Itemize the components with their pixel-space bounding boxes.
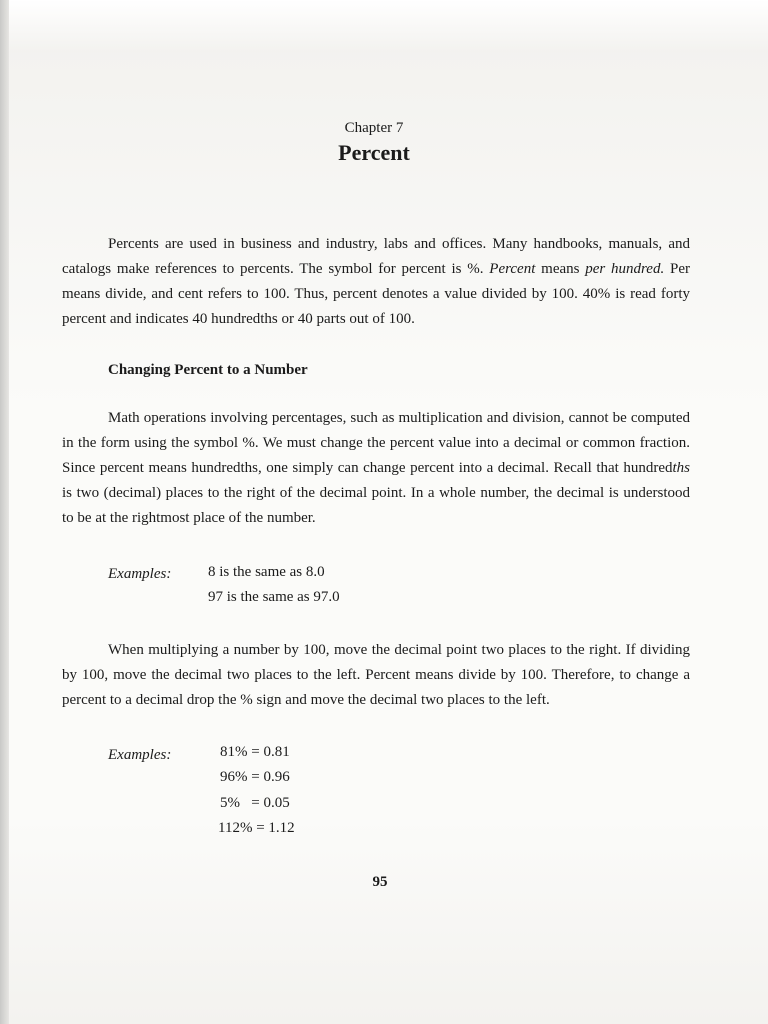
example-percent-3: 5% = 0.05 [220, 795, 290, 811]
examples-label-1: Examples: [108, 566, 172, 582]
conversion-text-2: is two (decimal) places to the right of the decimal point. In a whole number, the decimal is understood to be at the rightmost place of the number. [62, 485, 690, 526]
intro-text-1: Percents are used in business and industry, labs and offices. Many handbooks, manuals, and catalogs make references to percents. The symbol for percent is %. [62, 236, 690, 277]
multiply-paragraph: When multiplying a number by 100, move the decimal point two places to the right. If dividing by 100, move the decimal two places to the left. Percent means divide by 100. Therefore, to change a percent to a decimal drop the % sign and move the decimal two places to the left. [62, 642, 690, 708]
example-line-1: 8 is the same as 8.0 [208, 564, 325, 580]
intro-paragraph [62, 232, 690, 332]
example-percent-1: 81% = 0.81 [220, 744, 290, 760]
page-top-shadow [0, 0, 768, 52]
page-number: 95 [372, 874, 388, 890]
intro-text-3: Per means divide, and cent refers to 100. Thus, percent denotes a value divided by 100. 40% is read forty percent and indicates 40 hundredths or 40 parts out of 100. [62, 261, 690, 327]
intro-text-2: means [535, 261, 586, 277]
example-line-2: 97 is the same as 97.0 [208, 589, 340, 605]
conversion-text-1: Math operations involving percentages, such as multiplication and division, cannot be computed in the form using the symbol %. We must change the percent value into a decimal or common fraction. Since percent means hundredths, one simply can change percent into a decimal. Recall that hundred [62, 410, 690, 476]
examples-label-2: Examples: [108, 747, 172, 763]
chapter-label: Chapter 7 [344, 120, 404, 136]
chapter-title: Percent [338, 140, 410, 165]
conversion-em-ths: ths [672, 460, 690, 476]
section-heading: Changing Percent to a Number [108, 362, 308, 378]
intro-em-per-hundred: per hundred. [585, 261, 665, 277]
conversion-paragraph [62, 406, 690, 531]
intro-em-percent: Percent [489, 261, 536, 277]
example-percent-2: 96% = 0.96 [220, 769, 290, 785]
example-percent-4: 112% = 1.12 [218, 820, 295, 836]
